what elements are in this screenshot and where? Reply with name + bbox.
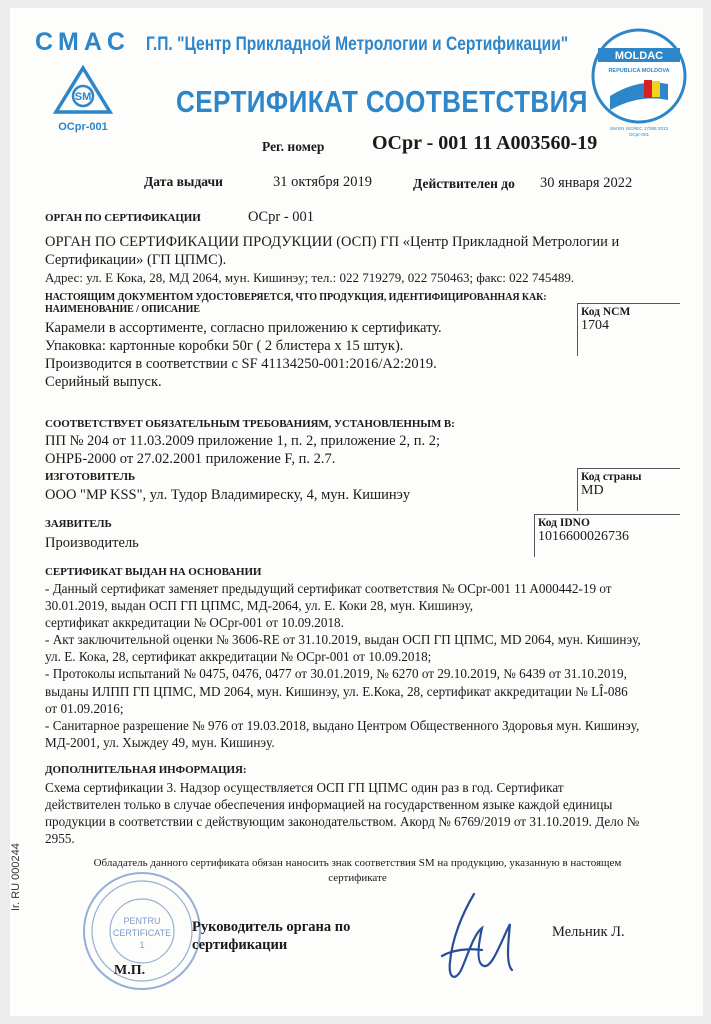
country-code-box [577, 468, 680, 511]
ncm-code-label: Код NCM [581, 306, 631, 318]
basis-line: - Акт заключительной оценки № 3606-RE от 31.10.2019, выдан ОСП ГП ЦПМС, MD 2064, мун. Кишинэу, [45, 632, 641, 648]
basis-line: от 01.09.2016; [45, 700, 124, 716]
idno-code-label: Код IDNO [538, 517, 590, 529]
valid-until-value: 30 января 2022 [540, 175, 633, 191]
product-line: Упаковка: картонные коробки 50г ( 2 блистера х 15 штук). [45, 338, 404, 354]
additional-line: Схема сертификации 3. Надзор осуществляется ОСП ГП ЦПМС один раз в год. Сертификат [45, 780, 564, 795]
footer-notice-line: сертификате [328, 872, 387, 884]
organization-name: Г.П. "Центр Прикладной Метрологии и Сертификации" [146, 34, 569, 55]
organ-address: Адрес: ул. Е Кока, 28, МД 2064, мун. Кишинэу; тел.: 022 719279, 022 750463; факс: 022 745489. [45, 270, 575, 285]
requirements-line: ОНРБ-2000 от 27.02.2001 приложение F, п. 2.7. [45, 451, 336, 467]
document-title: СЕРТИФИКАТ СООТВЕТСТВИЯ [176, 84, 588, 119]
basis-line: - Санитарное разрешение № 976 от 19.03.2018, выдано Центром Общественного Здоровья мун. Кишинэу, [45, 717, 640, 733]
svg-text:SM: SM [74, 91, 92, 103]
head-title [192, 918, 350, 954]
reg-number-label: Рег. номер [262, 139, 325, 154]
vertical-serial: Ir. RU 000244 [10, 843, 22, 911]
product-line: Серийный выпуск. [45, 374, 162, 390]
additional-line: 2955. [45, 831, 75, 847]
basis-line: выданы ИЛПП ГП ЦПМС, MD 2064, мун. Кишинэу, ул. Е.Кока, 28, сертификат аккредитации № LÎ-086 [45, 683, 628, 699]
organ-details [45, 233, 670, 287]
cmas-logo: CMAC [35, 28, 130, 56]
ncm-code-value: 1704 [581, 318, 609, 333]
head-title-line: Руководитель органа по [192, 919, 351, 935]
reg-number-value: OCpr - 001 11 A003560-19 [372, 132, 598, 154]
head-title-line: сертификации [192, 937, 288, 953]
product-name-label: НАИМЕНОВАНИЕ / ОПИСАНИЕ [45, 304, 200, 315]
additional-line: продукции в соответствии с действующим законодательством. Акорд № 6769/2019 от 31.10.2019. Дело № [45, 814, 640, 830]
organ-label: ОРГАН ПО СЕРТИФИКАЦИИ [45, 212, 201, 224]
valid-until-label: Действителен до [413, 176, 515, 191]
basis-line: МД-2001, ул. Хыждеу 49, мун. Кишинэу. [45, 734, 275, 750]
footer-notice-line: Обладатель данного сертификата обязан наносить знак соответствия SM на продукцию, указанную в настоящем [93, 857, 622, 869]
stamp-place-label: М.П. [114, 963, 146, 978]
country-code-value: MD [581, 483, 604, 498]
basis-line: 30.01.2019, выдан ОСП ГП ЦПМС, МД-2064, ул. Е. Коки 28, мун. Кишинэу, [45, 598, 473, 614]
product-intro-label: НАСТОЯЩИМ ДОКУМЕНТОМ УДОСТОВЕРЯЕТСЯ, ЧТО ПРОДУКЦИЯ, ИДЕНТИФИЦИРОВАННАЯ КАК: [45, 292, 547, 303]
requirements-details [45, 432, 670, 468]
basis-details [45, 580, 670, 751]
additional-line: действителен только в случае обеспечения информацией на государственном языке каждой единицы [45, 797, 613, 813]
moldac-line3: OCpr-001 [628, 132, 650, 137]
issue-date-value: 31 октября 2019 [273, 174, 372, 190]
organ-line: ОРГАН ПО СЕРТИФИКАЦИИ ПРОДУКЦИИ (ОСП) ГП «Центр Прикладной Метрологии и [45, 234, 620, 250]
manufacturer-label: ИЗГОТОВИТЕЛЬ [45, 471, 136, 483]
issue-date-label: Дата выдачи [144, 174, 223, 189]
moldac-line2: SM EN ISO/IEC 17065:2013 [609, 126, 669, 131]
organ-line: Сертификации» (ГП ЦПМС). [45, 252, 227, 268]
requirements-label: СООТВЕТСТВУЕТ ОБЯЗАТЕЛЬНЫМ ТРЕБОВАНИЯМ, УСТАНОВЛЕННЫМ В: [45, 418, 455, 430]
additional-details [45, 779, 670, 847]
basis-line: сертификат аккредитации № OCpr-001 от 10.09.2018. [45, 615, 344, 631]
requirements-line: ПП № 204 от 11.03.2009 приложение 1, п. 2, приложение 2, п. 2; [45, 433, 441, 449]
organ-code: OCpr - 001 [248, 209, 315, 225]
basis-line: - Протоколы испытаний № 0475, 0476, 0477 от 30.01.2019, № 6270 от 29.10.2019, № 6439 от 31.10.2019, [45, 666, 627, 682]
moldac-accreditation-logo [588, 26, 690, 138]
idno-code-box [534, 514, 680, 557]
basis-label: СЕРТИФИКАТ ВЫДАН НА ОСНОВАНИИ [45, 566, 262, 578]
sm-conformity-logo [52, 64, 114, 136]
product-line: Производится в соответствии с SF 41134250-001:2016/A2:2019. [45, 356, 437, 372]
applicant-label: ЗАЯВИТЕЛЬ [45, 518, 112, 530]
basis-line: - Данный сертификат заменяет предыдущий сертификат соответствия № OCpr-001 11 A000442-19 от [45, 581, 612, 596]
head-name: Мельник Л. [552, 924, 625, 940]
manufacturer-value: ООО "MP KSS", ул. Тудор Владимиреску, 4, мун. Кишинэу [45, 487, 411, 503]
signature [412, 884, 532, 994]
idno-code-value: 1016600026736 [538, 529, 629, 544]
basis-line: ул. Е. Кока, 28, сертификат аккредитации № OCpr-001 от 10.09.2018; [45, 649, 432, 665]
certificate-page [10, 8, 703, 1016]
seal-text: 1 [139, 940, 145, 950]
sm-logo-label: OCpr-001 [58, 121, 108, 133]
moldac-top-text: MOLDAC [614, 50, 664, 62]
moldac-line1: REPUBLICA MOLDOVA [608, 68, 670, 74]
applicant-value: Производитель [45, 535, 139, 551]
additional-label: ДОПОЛНИТЕЛЬНАЯ ИНФОРМАЦИЯ: [45, 764, 247, 776]
product-line: Карамели в ассортименте, согласно приложению к сертификату. [45, 320, 442, 336]
ncm-code-box [577, 303, 680, 356]
seal-text: CERTIFICATE [112, 928, 172, 938]
product-description [45, 319, 575, 391]
seal-text: PENTRU [123, 916, 161, 926]
country-code-label: Код страны [581, 471, 642, 483]
